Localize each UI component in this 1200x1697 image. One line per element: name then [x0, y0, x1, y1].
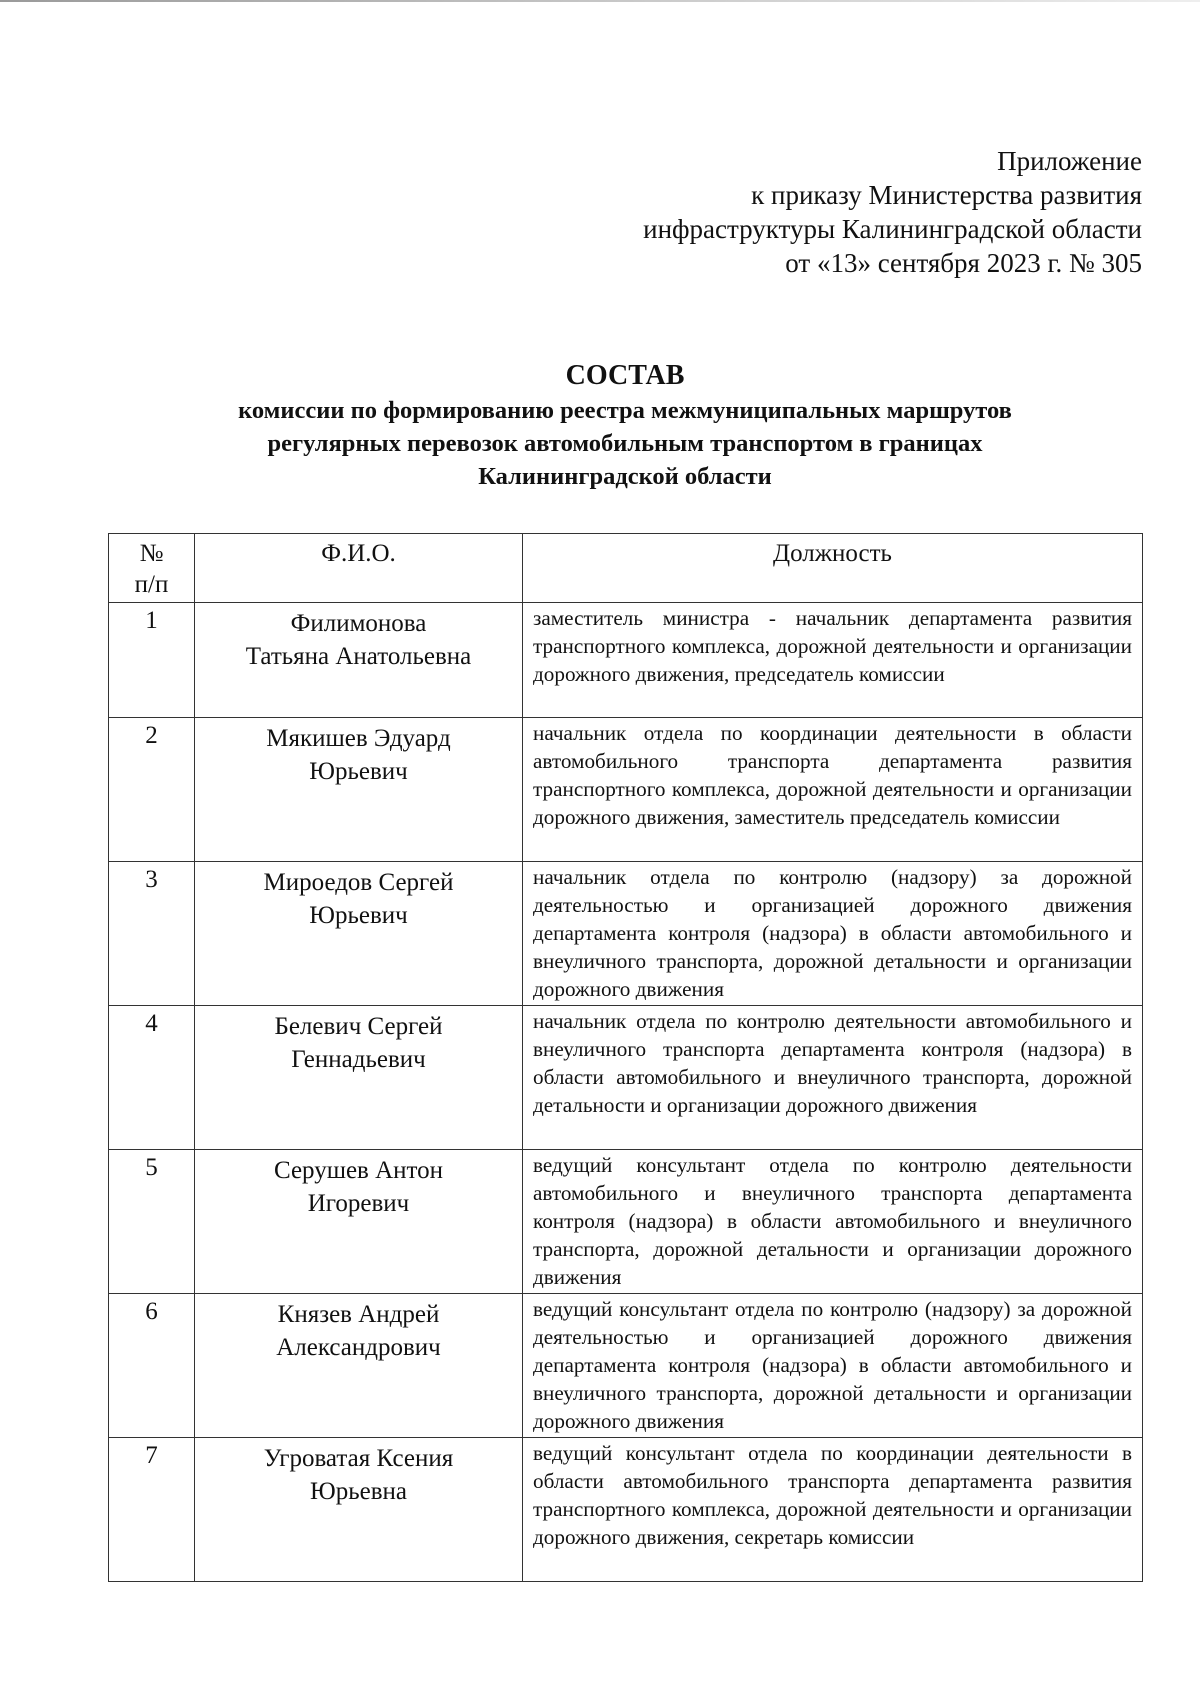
member-name	[195, 718, 523, 862]
member-name-line: Угроватая Ксения	[263, 1445, 454, 1472]
row-number: 3	[109, 862, 195, 1006]
header-name: Ф.И.О.	[195, 534, 523, 603]
header-position: Должность	[523, 534, 1143, 603]
member-name-line: Филимонова	[290, 610, 427, 637]
document-subtitle	[108, 394, 1142, 493]
member-name-line: Князев Андрей	[277, 1301, 440, 1328]
row-number: 5	[109, 1150, 195, 1294]
table-row	[109, 718, 1143, 862]
table-header-row	[109, 534, 1143, 603]
subtitle-line: Калининградской области	[478, 463, 772, 490]
member-name-line: Игоревич	[307, 1190, 410, 1217]
member-name-line: Юрьевич	[309, 758, 408, 785]
member-name	[195, 1294, 523, 1438]
row-number: 2	[109, 718, 195, 862]
row-number: 1	[109, 603, 195, 718]
row-number: 6	[109, 1294, 195, 1438]
subtitle-line: регулярных перевозок автомобильным транспортом в границах	[267, 430, 983, 457]
member-name-line: Геннадьевич	[291, 1046, 426, 1073]
table-row	[109, 1006, 1143, 1150]
appendix-line: от «13» сентября 2023 г. № 305	[785, 248, 1142, 278]
member-name-line: Белевич Сергей	[274, 1013, 443, 1040]
member-position: ведущий консультант отдела по контролю (надзору) за дорожной деятельностью и организацией дорожного движения департамента контроля (надзора) в области автомобильного и внеуличного транспорта, дорожной детальности и организации дорожного движения	[523, 1294, 1143, 1438]
table-row	[109, 603, 1143, 718]
commission-table	[108, 533, 1143, 1582]
header-num-line: п/п	[134, 571, 169, 598]
member-name-line: Татьяна Анатольевна	[245, 643, 472, 670]
member-position: начальник отдела по контролю деятельности автомобильного и внеуличного транспорта департамента контроля (надзора) в области автомобильного и внеуличного транспорта, дорожной детальности и организации дорожного движения	[523, 1006, 1143, 1150]
document-title: СОСТАВ	[565, 360, 685, 391]
appendix-line: к приказу Министерства развития	[751, 180, 1142, 210]
member-position: начальник отдела по координации деятельности в области автомобильного транспорта департамента развития транспортного комплекса, дорожной деятельности и организации дорожного движения, заместитель председатель комиссии	[523, 718, 1143, 862]
appendix-block	[643, 144, 1142, 280]
row-number: 7	[109, 1438, 195, 1582]
appendix-line: Приложение	[997, 146, 1142, 176]
header-num-line: №	[139, 540, 164, 567]
subtitle-line: комиссии по формированию реестра межмуниципальных маршрутов	[238, 397, 1012, 424]
member-name-line: Мироедов Сергей	[263, 869, 454, 896]
table-row	[109, 1438, 1143, 1582]
member-name	[195, 862, 523, 1006]
document-heading	[108, 358, 1142, 493]
table-row	[109, 1294, 1143, 1438]
member-name-line: Серушев Антон	[273, 1157, 444, 1184]
member-position: ведущий консультант отдела по контролю деятельности автомобильного и внеуличного транспорта департамента контроля (надзора) в области автомобильного и внеуличного транспорта, дорожной детальности и организации дорожного движения	[523, 1150, 1143, 1294]
table-row	[109, 1150, 1143, 1294]
member-position: заместитель министра - начальник департамента развития транспортного комплекса, дорожной деятельности и организации дорожного движения, председатель комиссии	[523, 603, 1143, 718]
table-row	[109, 862, 1143, 1006]
member-name-line: Юрьевна	[310, 1478, 407, 1505]
member-name	[195, 1006, 523, 1150]
member-position: ведущий консультант отдела по координации деятельности в области автомобильного транспорта департамента развития транспортного комплекса, дорожной деятельности и организации дорожного движения, секретарь комиссии	[523, 1438, 1143, 1582]
row-number: 4	[109, 1006, 195, 1150]
member-name-line: Александрович	[276, 1334, 441, 1361]
appendix-line: инфраструктуры Калининградской области	[643, 214, 1142, 244]
scan-edge	[0, 0, 1200, 2]
header-num	[109, 534, 195, 603]
member-name	[195, 1438, 523, 1582]
member-name-line: Мякишев Эдуард	[266, 725, 451, 752]
member-position: начальник отдела по контролю (надзору) за дорожной деятельностью и организацией дорожного движения департамента контроля (надзора) в области автомобильного и внеуличного транспорта, дорожной детальности и организации дорожного движения	[523, 862, 1143, 1006]
member-name-line: Юрьевич	[309, 902, 408, 929]
member-name	[195, 1150, 523, 1294]
member-name	[195, 603, 523, 718]
